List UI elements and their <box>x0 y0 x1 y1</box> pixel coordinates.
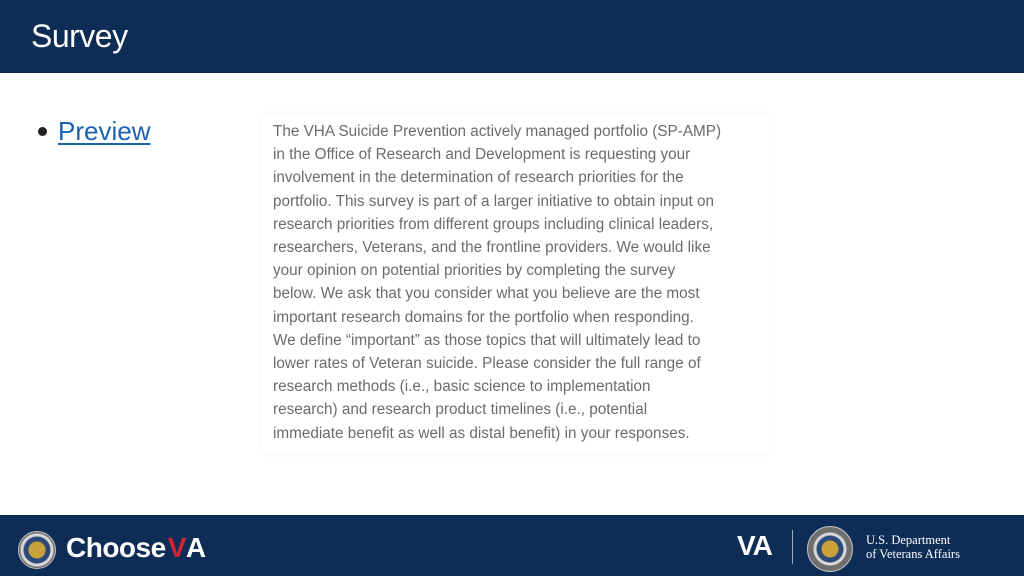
text-line: portfolio. This survey is part of a larger initiative to obtain input on <box>273 192 715 210</box>
text-line: immediate benefit as well as distal benefit) in your responses. <box>273 424 690 442</box>
department-line-2: of Veterans Affairs <box>866 547 960 561</box>
text-line: lower rates of Veteran suicide. Please consider the full range of <box>273 355 701 373</box>
bullet-dot-icon <box>38 127 47 136</box>
department-line-1: U.S. Department <box>866 533 951 547</box>
header-bar <box>0 0 1024 73</box>
text-line: in the Office of Research and Development is requesting your <box>273 146 691 164</box>
va-seal-icon <box>807 526 853 572</box>
survey-description-card <box>262 114 772 454</box>
text-line: research methods (i.e., basic science to implementation <box>273 378 651 396</box>
text-line: researchers, Veterans, and the frontline providers. We would like <box>273 239 711 257</box>
survey-description <box>273 120 773 445</box>
bullet-item <box>38 116 150 147</box>
footer-divider <box>792 530 793 564</box>
va-wordmark: VA <box>737 530 772 561</box>
text-line: important research domains for the portfolio when responding. <box>273 308 694 326</box>
text-line: research priorities from different groups including clinical leaders, <box>273 215 714 233</box>
text-line: The VHA Suicide Prevention actively managed portfolio (SP-AMP) <box>273 123 722 140</box>
choose-va-logo <box>66 532 206 564</box>
preview-link[interactable]: Preview <box>58 116 151 146</box>
department-name <box>866 533 960 561</box>
choose-va-v: V <box>167 532 186 563</box>
text-line: below. We ask that you consider what you believe are the most <box>273 285 700 303</box>
page-title: Survey <box>31 18 128 54</box>
choose-va-prefix: Choose <box>66 532 166 563</box>
text-line: your opinion on potential priorities by completing the survey <box>273 262 676 280</box>
text-line: research) and research product timelines (i.e., potential <box>273 401 648 419</box>
text-line: involvement in the determination of research priorities for the <box>273 169 684 187</box>
va-seal-icon <box>18 531 56 569</box>
choose-va-a: A <box>185 532 206 563</box>
text-line: We define “important” as those topics that will ultimately lead to <box>273 331 701 349</box>
